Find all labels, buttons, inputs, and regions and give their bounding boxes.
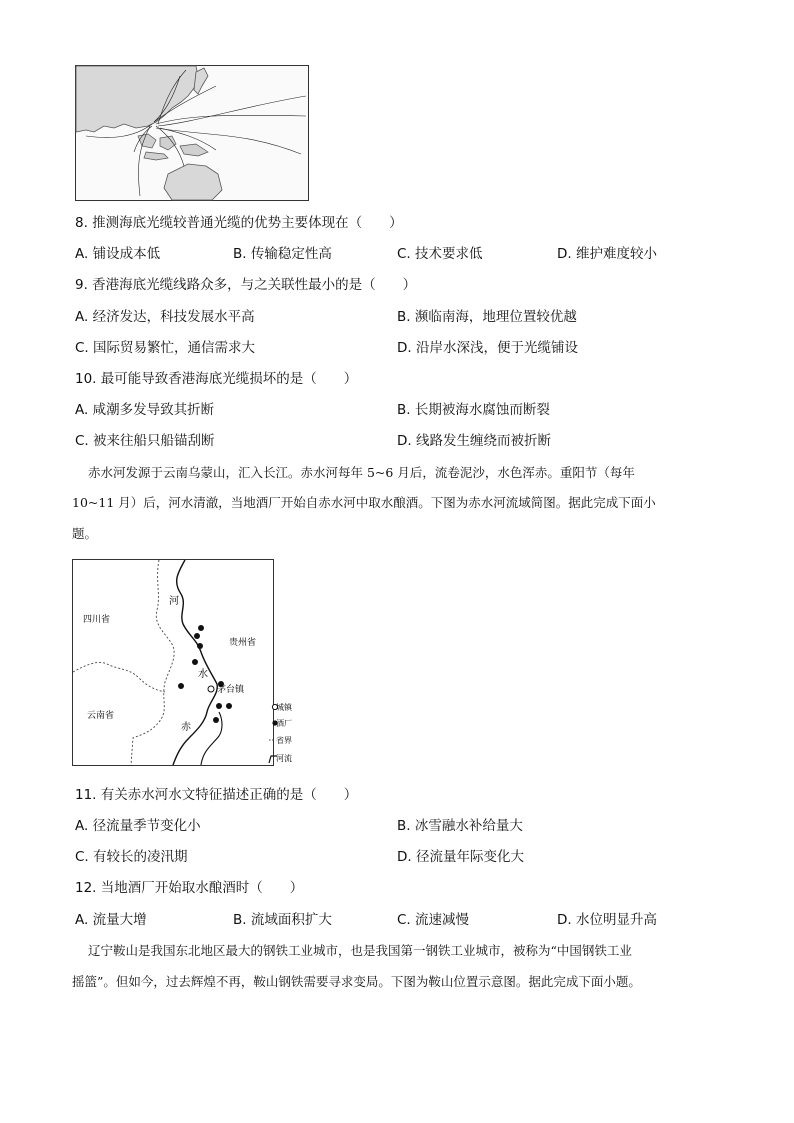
q9-option-c[interactable]: C. 国际贸易繁忙，通信需求大 xyxy=(75,340,256,356)
q10-option-a[interactable]: A. 咸潮多发导致其折断 xyxy=(75,402,215,418)
legend-distillery: 酒厂 xyxy=(276,719,292,728)
q8-option-a[interactable]: A. 铺设成本低 xyxy=(75,246,161,262)
chishui-passage-line-2: 10~11 月）后，河水清澈，当地酒厂开始自赤水河中取水酿酒。下图为赤水河流域简图。据此完成下面小 xyxy=(72,495,656,510)
q11-option-a[interactable]: A. 径流量季节变化小 xyxy=(75,818,201,834)
question-11: 11. 有关赤水河水文特征描述正确的是（ ） xyxy=(75,787,358,803)
q12-option-c[interactable]: C. 流速减慢 xyxy=(397,912,470,928)
province-border-lines xyxy=(73,560,174,765)
q8-option-b[interactable]: B. 传输稳定性高 xyxy=(233,246,332,262)
anshan-passage-line-2: 摇篮”。但如今，过去辉煌不再，鞍山钢铁需要寻求变局。下图为鞍山位置示意图。据此完成下面小题。 xyxy=(72,974,641,989)
question-10: 10. 最可能导致香港海底光缆损坏的是（ ） xyxy=(75,371,358,387)
q12-option-a[interactable]: A. 流量大增 xyxy=(75,912,147,928)
q11-option-b[interactable]: B. 冰雪融水补给量大 xyxy=(397,818,523,834)
question-9: 9. 香港海底光缆线路众多，与之关联性最小的是（ ） xyxy=(75,277,417,293)
maotai-town-marker xyxy=(208,686,214,692)
legend-town: 城镇 xyxy=(276,703,292,712)
chishui-passage-line-3: 题。 xyxy=(72,526,98,541)
legend-border: 省界 xyxy=(276,736,292,745)
q8-option-d[interactable]: D. 维护难度较小 xyxy=(557,246,657,262)
label-guizhou: 贵州省 xyxy=(229,638,257,648)
cable-map xyxy=(75,65,309,201)
label-river-chi: 赤 xyxy=(181,722,191,733)
q9-option-b[interactable]: B. 濒临南海，地理位置较优越 xyxy=(397,309,577,325)
q10-option-b[interactable]: B. 长期被海水腐蚀而断裂 xyxy=(397,402,550,418)
q8-option-c[interactable]: C. 技术要求低 xyxy=(397,246,483,262)
anshan-passage-line-1: 辽宁鞍山是我国东北地区最大的钢铁工业城市，也是我国第一钢铁工业城市，被称为“中国钢铁工业 xyxy=(88,943,632,958)
label-sichuan: 四川省 xyxy=(83,615,111,625)
label-river-he: 河 xyxy=(169,596,179,607)
q11-option-c[interactable]: C. 有较长的凌汛期 xyxy=(75,849,188,865)
q12-option-b[interactable]: B. 流域面积扩大 xyxy=(233,912,332,928)
label-maotai: 茅台镇 xyxy=(217,685,245,695)
q10-option-c[interactable]: C. 被来往船只船锚刮断 xyxy=(75,433,215,449)
q9-option-d[interactable]: D. 沿岸水深浅，便于光缆铺设 xyxy=(397,340,578,356)
map-legend xyxy=(269,702,293,763)
q12-option-d[interactable]: D. 水位明显升高 xyxy=(557,912,657,928)
q10-option-d[interactable]: D. 线路发生缠绕而被折断 xyxy=(397,433,551,449)
chishui-passage-line-1: 赤水河发源于云南乌蒙山，汇入长江。赤水河每年 5~6 月后，流卷泥沙，水色浑赤。重阳节（每年 xyxy=(88,465,635,480)
q9-option-a[interactable]: A. 经济发达，科技发展水平高 xyxy=(75,309,255,325)
label-river-shui: 水 xyxy=(198,669,208,680)
legend-river: 河流 xyxy=(276,754,292,763)
question-12: 12. 当地酒厂开始取水酿酒时（ ） xyxy=(75,880,304,896)
label-yunnan: 云南省 xyxy=(87,711,115,721)
chishui-river-map xyxy=(72,559,292,766)
q11-option-d[interactable]: D. 径流量年际变化大 xyxy=(397,849,524,865)
question-8: 8. 推测海底光缆较普通光缆的优势主要体现在（ ） xyxy=(75,215,403,231)
